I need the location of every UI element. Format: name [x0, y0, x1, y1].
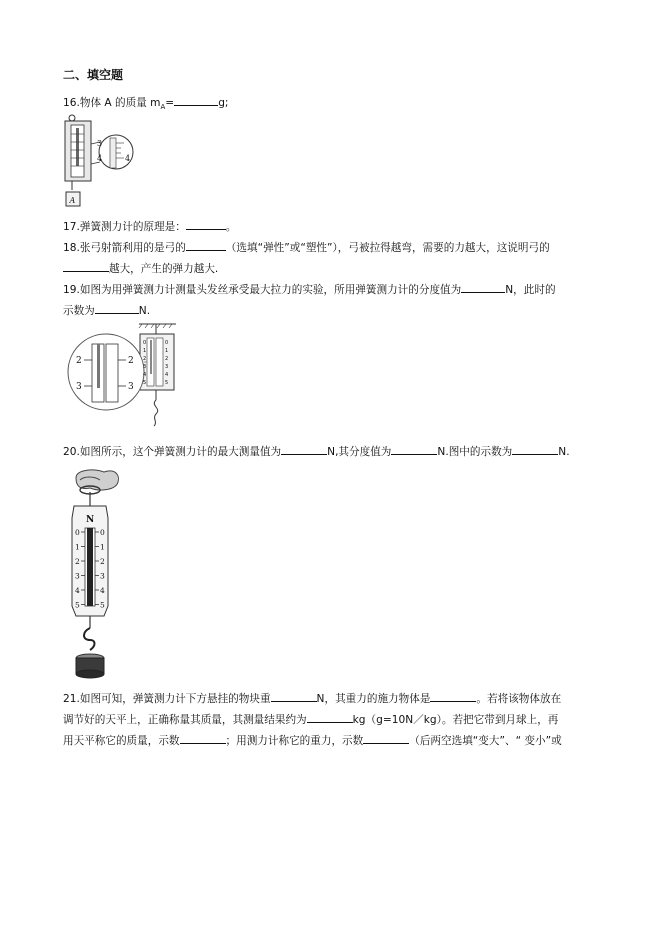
- question-21-line3: [63, 733, 562, 748]
- fig20-scale-digit: 0: [100, 528, 105, 537]
- question-18-line2: [63, 261, 218, 276]
- fig20-scale-digit: 5: [75, 600, 80, 610]
- question-19-line2: [63, 303, 150, 318]
- answer-blank[interactable]: [186, 219, 226, 230]
- fig19-scale-digit: 2: [165, 356, 169, 362]
- question-16: [63, 95, 228, 114]
- fig20-scale-digit: 0: [75, 528, 80, 537]
- q16-suffix: g;: [218, 97, 229, 109]
- fig20-scale-digit: 3: [100, 571, 105, 581]
- section-title: 二、填空题: [63, 68, 124, 82]
- question-21-line1: [63, 691, 561, 706]
- q20-a: 20.如图所示，这个弹簧测力计的最大测量值为: [63, 446, 282, 458]
- q21-line1a: 21.如图可知，弹簧测力计下方悬挂的物块重: [63, 693, 271, 705]
- q19-line1b: N，此时的: [505, 284, 556, 296]
- q20-d: N.: [558, 446, 570, 458]
- fig20-scale-digit: 3: [75, 571, 80, 581]
- answer-blank[interactable]: [391, 444, 437, 455]
- q21-line1c: 。若将该物体放在: [476, 693, 562, 705]
- fig19-mag-top-left: 2: [76, 356, 82, 366]
- q21-line3c: （后两空选填“变大”、“ 变小”或: [409, 735, 562, 747]
- fig19-scale-digit: 3: [143, 364, 147, 370]
- answer-blank[interactable]: [363, 733, 409, 744]
- q17-text: 17.弹簧测力计的原理是：: [63, 221, 186, 233]
- answer-blank[interactable]: [307, 712, 353, 723]
- fig19-scale-digit: 1: [165, 348, 169, 354]
- q16-subscript: A: [160, 103, 166, 112]
- fig20-scale-digit: 1: [100, 542, 105, 552]
- fig19-mag-top-right: 2: [128, 356, 134, 366]
- q20-b: N,其分度值为: [327, 446, 392, 458]
- fig19-scale-digit: 1: [143, 348, 147, 354]
- fig19-scale-digit: 5: [165, 380, 169, 386]
- q21-line3b: ；用测力计称它的重力，示数: [225, 735, 364, 747]
- answer-blank[interactable]: [95, 303, 139, 314]
- figure-19-spring-scale: [64, 322, 194, 442]
- answer-blank[interactable]: [271, 691, 317, 702]
- q19-line2b: N.: [138, 305, 151, 317]
- fig20-scale-digit: 4: [75, 586, 80, 595]
- q20-c: N.图中的示数为: [437, 446, 513, 458]
- fig19-scale-digit: 0: [165, 340, 169, 346]
- answer-blank[interactable]: [430, 691, 476, 702]
- question-21-line2: [63, 712, 558, 727]
- question-19-line1: [63, 282, 556, 297]
- fig19-scale-digit: 3: [165, 364, 169, 370]
- answer-blank[interactable]: [512, 444, 558, 455]
- fig19-scale-digit: 2: [143, 356, 147, 362]
- q17-end: 。: [225, 221, 237, 233]
- fig19-scale-digit: 4: [143, 372, 147, 378]
- fig16-block-label: A: [69, 196, 76, 205]
- answer-blank[interactable]: [63, 261, 109, 272]
- figure-20-spring-scale: [66, 468, 126, 688]
- fig16-mag-label: 4: [125, 154, 131, 163]
- answer-blank[interactable]: [281, 444, 327, 455]
- answer-blank[interactable]: [180, 733, 226, 744]
- fig19-mag-bottom-right: 3: [128, 382, 134, 392]
- fig19-scale-digit: 0: [143, 340, 147, 346]
- q21-line2a: 调节好的天平上，正确称量其质量，其测量结果约为: [63, 714, 307, 726]
- fig16-scale-bottom: 4: [97, 154, 103, 163]
- fig20-scale-digit: 5: [100, 600, 105, 610]
- fig20-scale-digit: 2: [100, 557, 105, 566]
- question-18-line1: [63, 240, 550, 255]
- q16-prefix: 16.物体 A 的质量 m: [63, 97, 161, 109]
- answer-blank[interactable]: [174, 95, 218, 106]
- q21-line3a: 用天平称它的质量，示数: [63, 735, 180, 747]
- question-20: [63, 444, 570, 459]
- q18-line1a: 18.张弓射箭利用的是弓的: [63, 242, 186, 254]
- q21-line1b: N，其重力的施力物体是: [316, 693, 431, 705]
- q19-line1a: 19.如图为用弹簧测力计测量头发丝承受最大拉力的实验，所用弹簧测力计的分度值为: [63, 284, 462, 296]
- q21-line2b: kg（g=10N／kg）。若把它带到月球上，再: [352, 714, 559, 726]
- q18-line2: 越大，产生的弹力越大.: [109, 263, 219, 275]
- fig20-unit: N: [86, 515, 95, 525]
- fig16-scale-top: 3: [97, 139, 103, 148]
- fig20-scale-digit: 2: [75, 557, 80, 566]
- answer-blank[interactable]: [186, 240, 226, 251]
- q18-line1b: （选填“弹性”或“塑性”），弓被拉得越弯，需要的力越大，这说明弓的: [225, 242, 550, 254]
- fig19-scale-digit: 4: [165, 372, 169, 378]
- q19-line2a: 示数为: [63, 305, 95, 317]
- answer-blank[interactable]: [461, 282, 505, 293]
- figure-16-spring-scale: [60, 114, 140, 214]
- fig19-scale-digit: 5: [143, 380, 147, 386]
- fig19-mag-bottom-left: 3: [76, 382, 82, 392]
- question-17: [63, 219, 236, 234]
- fig20-scale-digit: 1: [75, 542, 80, 552]
- q16-equals: =: [165, 97, 175, 109]
- fig20-scale-digit: 4: [100, 586, 105, 595]
